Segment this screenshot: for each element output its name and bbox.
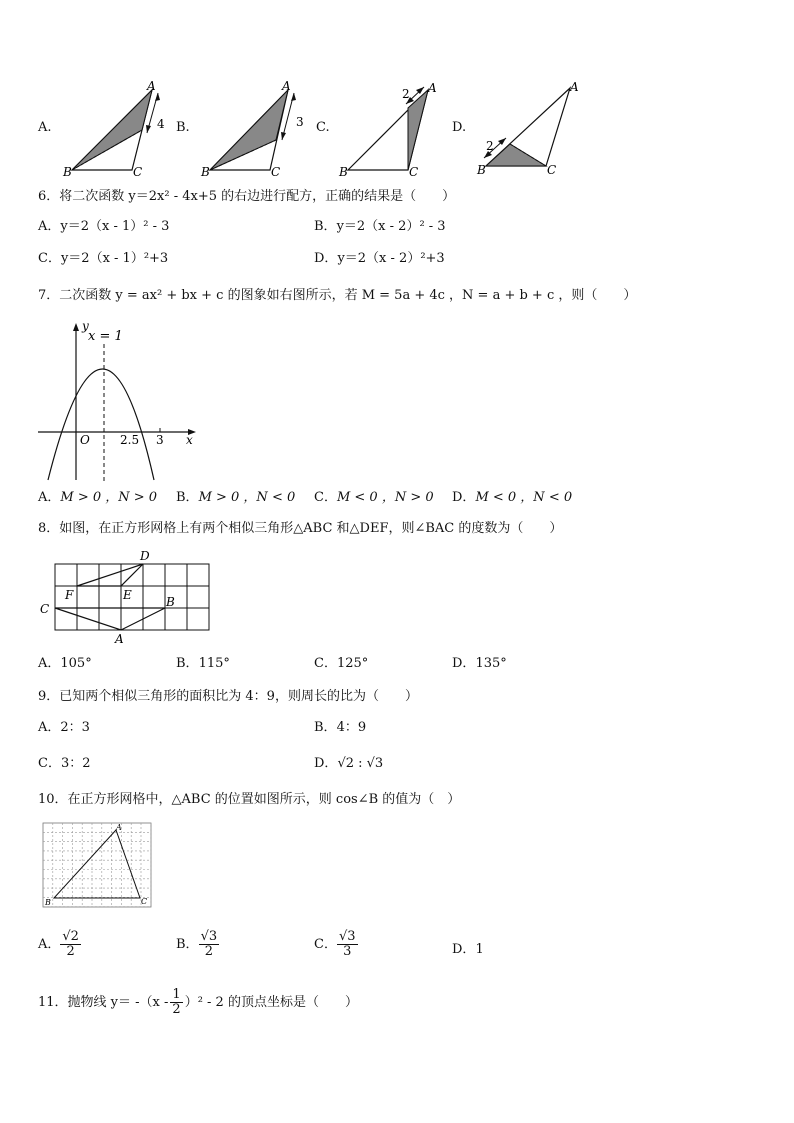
point-b-label: B bbox=[45, 898, 51, 907]
option-letter: C． bbox=[314, 490, 337, 505]
q5-option-a-figure bbox=[60, 78, 170, 178]
q9-stem: 9．已知两个相似三角形的面积比为 4：9，则周长的比为（ ） bbox=[38, 689, 418, 704]
q7-option-c bbox=[314, 490, 434, 506]
shaded-region bbox=[72, 90, 152, 170]
option-letter: A． bbox=[38, 219, 61, 234]
option-text: 1 bbox=[475, 942, 484, 957]
option-letter: B． bbox=[314, 219, 337, 234]
q10-option-b bbox=[176, 930, 219, 959]
option-letter: B． bbox=[176, 937, 199, 952]
option-letter: C． bbox=[38, 756, 61, 771]
arrow-head-icon bbox=[281, 132, 286, 140]
q6-option-b bbox=[314, 219, 446, 235]
option-letter: B． bbox=[176, 490, 199, 505]
q5-option-b-letter: B. bbox=[176, 120, 190, 135]
triangle-def bbox=[77, 564, 143, 586]
q8-option-a bbox=[38, 656, 92, 672]
fraction-denominator: 3 bbox=[343, 944, 352, 959]
option-letter: B． bbox=[314, 720, 337, 735]
q7-option-d bbox=[452, 490, 572, 506]
q10-option-c bbox=[314, 930, 358, 959]
x-axis-label: x bbox=[186, 433, 193, 447]
q5-option-d-figure bbox=[474, 78, 594, 178]
option-letter: D． bbox=[452, 942, 476, 957]
vertex-c-label: C bbox=[133, 165, 143, 178]
fraction bbox=[170, 988, 182, 1017]
option-text: M > 0 ，N > 0 bbox=[60, 490, 158, 505]
vertex-c-label: C bbox=[409, 165, 419, 178]
side-length-label: 3 bbox=[296, 115, 304, 129]
fraction-denominator: 2 bbox=[66, 944, 75, 959]
fraction-numerator: √3 bbox=[200, 929, 218, 944]
q5-option-d-letter: D. bbox=[452, 120, 467, 135]
option-text: √2 : √3 bbox=[337, 756, 384, 771]
fraction-denominator: 2 bbox=[172, 1002, 181, 1017]
option-letter: B． bbox=[176, 656, 199, 671]
triangle-abc bbox=[54, 830, 140, 898]
arrow-head-icon bbox=[146, 125, 151, 133]
option-letter: A． bbox=[38, 937, 61, 952]
grid-border bbox=[43, 823, 151, 907]
vertex-b-label: B bbox=[477, 163, 486, 177]
option-text: y＝2（x - 1）² - 3 bbox=[60, 219, 170, 234]
q8-option-c bbox=[314, 656, 368, 672]
q11-stem-suffix: ）² - 2 的顶点坐标是（ ） bbox=[184, 995, 358, 1010]
dotted-grid bbox=[43, 823, 151, 907]
vertex-a-label: A bbox=[282, 79, 291, 93]
square-grid bbox=[55, 564, 209, 630]
point-a-label: A bbox=[116, 823, 122, 832]
fraction-numerator: √3 bbox=[338, 929, 356, 944]
point-a-label: A bbox=[115, 632, 124, 646]
q8-option-d bbox=[452, 656, 507, 672]
option-letter: A． bbox=[38, 490, 61, 505]
vertex-b-label: B bbox=[63, 165, 72, 178]
fraction bbox=[199, 930, 220, 959]
option-text: 2：3 bbox=[60, 720, 90, 735]
parabola-curve bbox=[48, 369, 154, 480]
vertex-a-label: A bbox=[147, 79, 156, 93]
y-axis-label: y bbox=[82, 319, 89, 333]
fraction-numerator: 1 bbox=[172, 987, 181, 1002]
q5-option-c-letter: C. bbox=[316, 120, 330, 135]
q8-stem: 8．如图，在正方形网格上有两个相似三角形△ABC 和△DEF，则∠BAC 的度数为（ ） bbox=[38, 521, 563, 536]
q10-stem: 10．在正方形网格中，△ABC 的位置如图所示，则 cos∠B 的值为（ ） bbox=[38, 792, 461, 807]
side-length-label: 2 bbox=[486, 139, 494, 153]
option-letter: A． bbox=[38, 656, 61, 671]
option-text: y＝2（x - 2）²+3 bbox=[337, 251, 445, 266]
triangle-abc bbox=[55, 608, 165, 630]
tick-label-3: 3 bbox=[156, 433, 164, 447]
q9-option-d bbox=[314, 756, 383, 772]
q8-option-b bbox=[176, 656, 230, 672]
side-length-label: 4 bbox=[157, 117, 165, 131]
q6-stem: 6．将二次函数 y＝2x² - 4x+5 的右边进行配方，正确的结果是（ ） bbox=[38, 189, 456, 204]
symmetry-axis-label: x = 1 bbox=[88, 329, 123, 344]
point-f-label: F bbox=[65, 588, 74, 602]
option-text: y＝2（x - 1）²+3 bbox=[60, 251, 169, 266]
option-letter: C． bbox=[38, 251, 61, 266]
vertex-b-label: B bbox=[339, 165, 348, 178]
vertex-a-label: A bbox=[570, 80, 579, 94]
vertex-a-label: A bbox=[428, 81, 437, 95]
origin-label: O bbox=[80, 433, 90, 447]
option-letter: D． bbox=[314, 251, 338, 266]
option-text: 115° bbox=[198, 656, 230, 671]
option-letter: C． bbox=[314, 937, 337, 952]
option-text: M > 0 ，N < 0 bbox=[198, 490, 296, 505]
point-d-label: D bbox=[140, 549, 150, 563]
q7-stem: 7．二次函数 y = ax² + bx + c 的图象如右图所示，若 M = 5a + 4c ，N = a + b + c ，则（ ） bbox=[38, 288, 637, 303]
q7-option-b bbox=[176, 490, 295, 506]
q6-option-a bbox=[38, 219, 169, 235]
option-letter: D． bbox=[314, 756, 338, 771]
q5-option-c-figure bbox=[336, 78, 446, 178]
side-length-label: 2 bbox=[402, 87, 410, 101]
q9-option-c bbox=[38, 756, 91, 772]
q5-option-b-figure bbox=[198, 78, 308, 178]
point-c-label: C bbox=[141, 897, 148, 906]
fraction-numerator: √2 bbox=[62, 929, 79, 944]
option-text: 105° bbox=[60, 656, 92, 671]
q11-stem bbox=[38, 988, 358, 1017]
point-b-label: B bbox=[166, 595, 175, 609]
option-text: 3：2 bbox=[60, 756, 91, 771]
q10-option-d bbox=[452, 942, 484, 958]
q6-option-d bbox=[314, 251, 445, 267]
option-text: 4：9 bbox=[336, 720, 367, 735]
q7-option-a bbox=[38, 490, 157, 506]
fraction bbox=[60, 930, 81, 959]
fraction bbox=[337, 930, 358, 959]
point-c-label: C bbox=[40, 602, 50, 616]
q11-stem-prefix: 11．抛物线 y＝ -（x - bbox=[38, 995, 169, 1010]
y-axis-arrow-icon bbox=[73, 323, 79, 331]
vertex-c-label: C bbox=[271, 165, 281, 178]
q7-parabola-graph bbox=[36, 318, 200, 484]
q8-grid-figure bbox=[36, 546, 216, 646]
option-text: 125° bbox=[336, 656, 369, 671]
vertex-b-label: B bbox=[201, 165, 210, 178]
q9-option-a bbox=[38, 720, 90, 736]
option-letter: D． bbox=[452, 656, 476, 671]
q9-option-b bbox=[314, 720, 366, 736]
option-text: 135° bbox=[475, 656, 507, 671]
q10-grid-figure bbox=[40, 820, 154, 910]
option-text: M < 0 ，N < 0 bbox=[475, 490, 573, 505]
option-text: y＝2（x - 2）² - 3 bbox=[336, 219, 446, 234]
option-letter: C． bbox=[314, 656, 337, 671]
tick-label-2-5: 2.5 bbox=[120, 433, 140, 447]
q6-option-c bbox=[38, 251, 168, 267]
fraction-denominator: 2 bbox=[204, 944, 213, 959]
vertex-c-label: C bbox=[547, 163, 557, 177]
point-e-label: E bbox=[123, 588, 132, 602]
option-letter: D． bbox=[452, 490, 476, 505]
option-letter: A． bbox=[38, 720, 61, 735]
q10-option-a bbox=[38, 930, 81, 959]
shaded-region bbox=[210, 90, 288, 170]
option-text: M < 0 ，N > 0 bbox=[336, 490, 434, 505]
q5-option-a-letter: A. bbox=[38, 120, 52, 135]
